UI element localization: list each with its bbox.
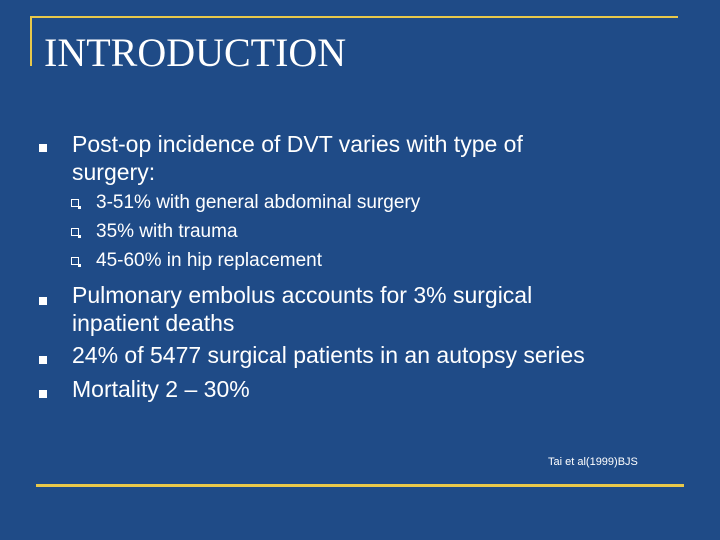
bullet-text: Post-op incidence of DVT varies with type of <box>72 131 523 157</box>
sub-bullet-text: 45-60% in hip replacement <box>96 250 323 271</box>
top-rule <box>30 16 678 18</box>
square-bullet-icon <box>39 390 47 398</box>
checkbox-bullet-icon <box>71 199 79 207</box>
bullet-text: Pulmonary embolus accounts for 3% surgical <box>72 282 533 308</box>
sub-bullet-text: 35% with trauma <box>96 221 238 242</box>
slide-title: INTRODUCTION <box>44 30 347 75</box>
bullet-text: 24% of 5477 surgical patients in an autopsy series <box>72 342 585 368</box>
square-bullet-icon <box>39 297 47 305</box>
bottom-rule <box>36 484 684 487</box>
checkbox-bullet-icon <box>71 228 79 236</box>
left-rule <box>30 16 32 66</box>
sub-bullet-text: 3-51% with general abdominal surgery <box>96 192 421 213</box>
square-bullet-icon <box>39 144 47 152</box>
bullet-text: surgery: <box>72 159 156 185</box>
bullet-text: inpatient deaths <box>72 310 235 336</box>
square-bullet-icon <box>39 356 47 364</box>
checkbox-bullet-icon <box>71 257 79 265</box>
citation: Tai et al(1999)BJS <box>548 456 638 468</box>
bullet-text: Mortality 2 – 30% <box>72 376 250 402</box>
